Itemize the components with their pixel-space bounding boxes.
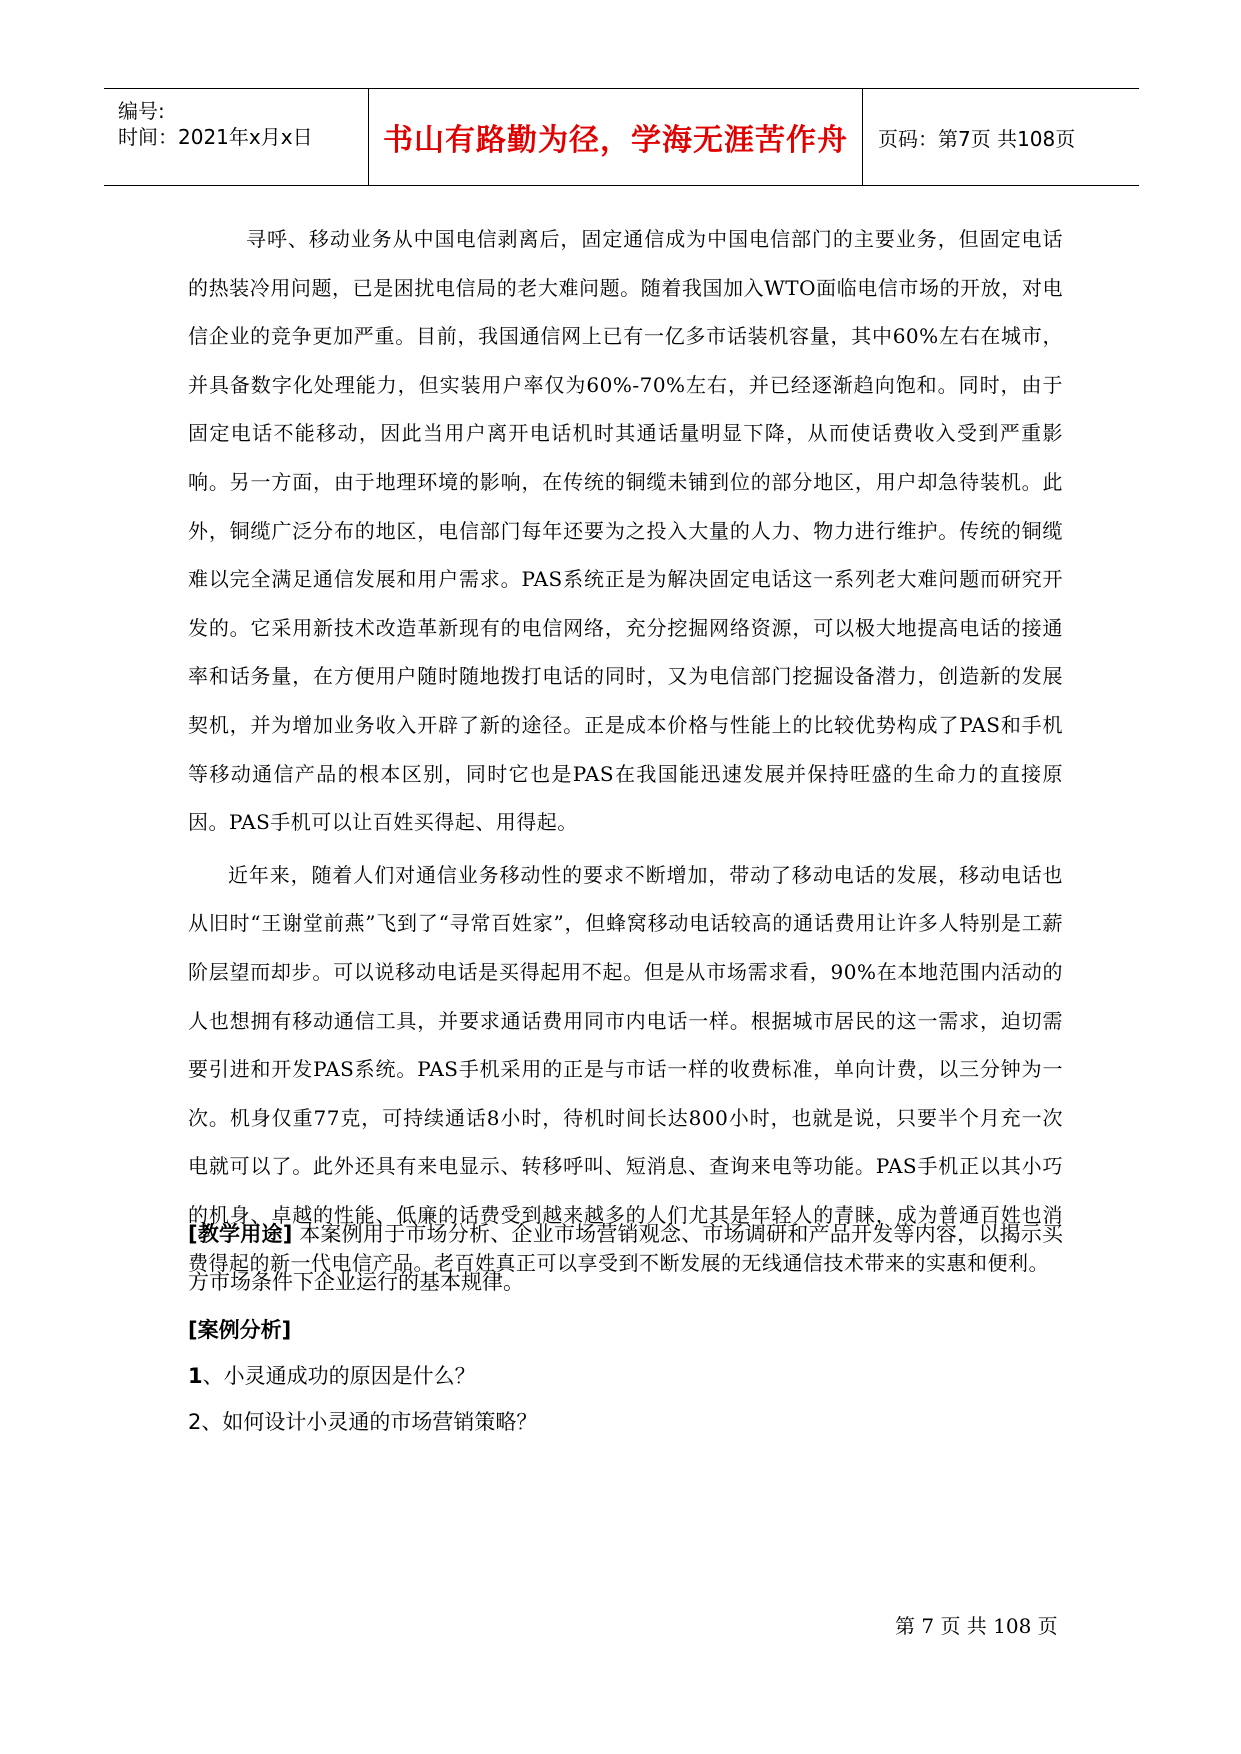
- question-1-number: 1: [188, 1364, 203, 1388]
- time-label: 时间：2021年x月x日: [118, 125, 313, 149]
- number-label: 编号:: [118, 99, 165, 123]
- analysis-heading: [案例分析]: [188, 1318, 292, 1342]
- article-body: [188, 215, 1063, 1288]
- teaching-purpose: [188, 1210, 1063, 1306]
- page-header: [104, 88, 1139, 186]
- question-1-text: 、小灵通成功的原因是什么？: [202, 1364, 476, 1388]
- paragraph-2: 近年来，随着人们对通信业务移动性的要求不断增加，带动了移动电话的发展，移动电话也从旧时“王谢堂前燕”飞到了“寻常百姓家”，但蜂窝移动电话较高的通话费用让许多人特别是工薪阶层望而却步。可以说移动电话是买得起用不起。但是从市场需求看，90%在本地范围内活动的人也想拥有移动通信工具，并要求通话费用同市内电话一样。根据城市居民的这一需求，迫切需要引进和开发PAS系统。PAS手机采用的正是与市话一样的收费标准，单向计费，以三分钟为一次。机身仅重77克，可持续通话8小时，待机时间长达800小时，也就是说，只要半个月充一次电就可以了。此外还具有来电显示、转移呼叫、短消息、查询来电等功能。PAS手机正以其小巧的机身、卓越的性能、低廉的话费受到越来越多的人们尤其是年轻人的青睐，成为普通百姓也消费得起的新一代电信产品。老百姓真正可以享受到不断发展的无线通信技术带来的实惠和便利。: [188, 862, 1063, 1276]
- teaching-text: 本案例用于市场分析、企业市场营销观念、市场调研和产品开发等内容，以揭示买方市场条件下企业运行的基本规律。: [188, 1222, 1063, 1294]
- paragraph-1: 寻呼、移动业务从中国电信剥离后，固定通信成为中国电信部门的主要业务，但固定电话的热装冷用问题，已是困扰电信局的老大难问题。随着我国加入WTO面临电信市场的开放，对电信企业的竞争更加严重。目前，我国通信网上已有一亿多市话装机容量，其中60%左右在城市，并具备数字化处理能力，但实装用户率仅为60%-70%左右，并已经逐渐趋向饱和。同时，由于固定电话不能移动，因此当用户离开电话机时其通话量明显下降，从而使话费收入受到严重影响。另一方面，由于地理环境的影响，在传统的铜缆未铺到位的部分地区，用户却急待装机。此外，铜缆广泛分布的地区，电信部门每年还要为之投入大量的人力、物力进行维护。传统的铜缆难以完全满足通信发展和用户需求。PAS系统正是为解决固定电话这一系列老大难问题而研究开发的。它采用新技术改造革新现有的电信网络，充分挖掘网络资源，可以极大地提高电话的接通率和话务量，在方便用户随时随地拨打电话的同时，又为电信部门挖掘设备潜力，创造新的发展契机，并为增加业务收入开辟了新的途径。正是成本价格与性能上的比较优势构成了PAS和手机等移动通信产品的根本区别，同时它也是PAS在我国能迅速发展并保持旺盛的生命力的直接原因。PAS手机可以让百姓买得起、用得起。: [188, 227, 1063, 835]
- header-motto-cell: [369, 89, 863, 185]
- page-footer: 第 7 页 共 108 页: [895, 1614, 1058, 1638]
- question-1: [188, 1352, 1063, 1400]
- header-meta-cell: [104, 89, 369, 185]
- motto-text: 书山有路勤为径，学海无涯苦作舟: [383, 123, 848, 158]
- page-number-label: 页码：第7页 共108页: [878, 126, 1076, 151]
- header-page-cell: [863, 89, 1139, 185]
- teaching-label: [教学用途]: [188, 1222, 293, 1246]
- question-2: 2、如何设计小灵通的市场营销策略？: [188, 1410, 538, 1434]
